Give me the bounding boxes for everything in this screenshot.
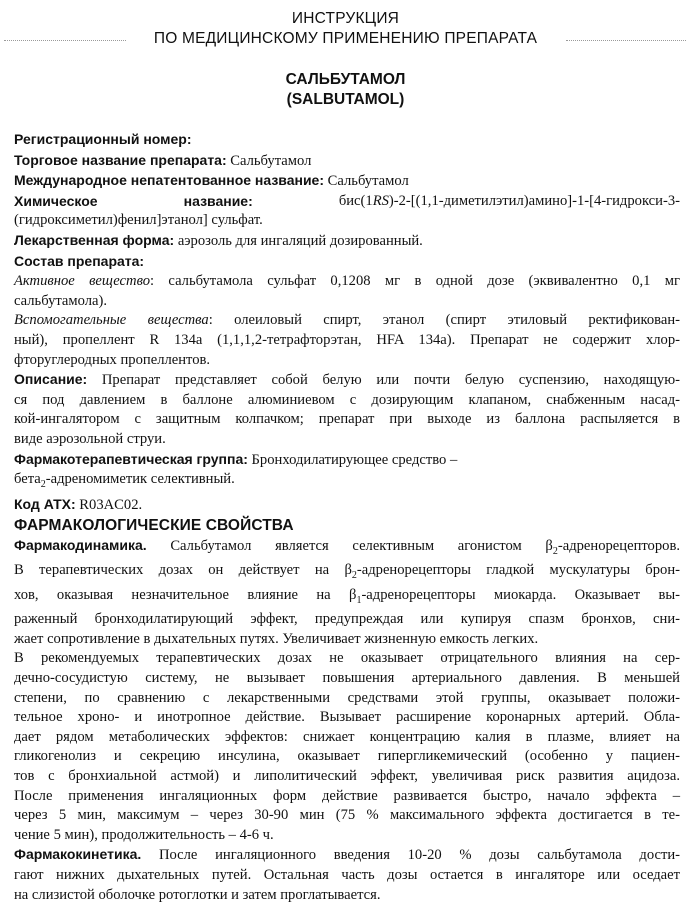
p3-line3: чение 5 мин), продолжительность – 4-6 ч. — [14, 826, 274, 843]
p2-line3: степени, по сравнению с лекарственными средствами этой группы, оказывает положи- — [14, 689, 680, 706]
dosage-form — [14, 231, 680, 252]
pharm-group-sub: 2 — [40, 479, 46, 490]
p2-line1: В рекомендуемых терапевтических дозах не оказывает отрицательного влияния на сер- — [14, 650, 680, 667]
trade-name-value: Сальбутамол — [226, 152, 312, 169]
pharm-group-beta: бета — [14, 471, 41, 488]
pd-line1-sub: 2 — [552, 545, 558, 557]
registration-label: Регистрационный номер: — [14, 131, 192, 147]
p2-line5: дает рядом метаболических эффектов: снижает концентрацию калия в плазме, влияет на — [14, 728, 680, 745]
chemical-name-cont: (гидроксиметил)фенил]этанол] сульфат. — [14, 212, 263, 229]
pharm-group-value: Бронходилатирующее средство – — [247, 451, 458, 468]
pd-line5: жает сопротивление в дыхательных путях. Увеличивает жизненную емкость легких. — [14, 630, 539, 647]
drug-title: САЛЬБУТАМОЛ — [285, 71, 406, 88]
pd-line3-a: хов, оказывая незначительное влияние на — [14, 586, 349, 603]
chem-value-part1: бис(1 — [338, 192, 373, 209]
dosage-form-value: аэрозоль для ингаляций дозированный. — [174, 232, 423, 249]
pk-line3: на слизистой оболочке ротоглотки и затем проглатывается. — [14, 886, 381, 903]
inn-value: Сальбутамол — [324, 173, 409, 190]
chemical-name — [14, 192, 680, 212]
description-line2: ся под давлением в баллоне алюминиевом с дозирующим клапаном, снабженным насад- — [14, 391, 680, 408]
pd-line3-beta: β — [349, 586, 357, 603]
auxiliary-substances — [14, 311, 680, 331]
p2-line7: тов с бронхиальной астмой) и липолитический эффект, увеличивая риск развития ацидоза. — [14, 768, 680, 785]
description — [14, 370, 680, 391]
active-substance — [14, 272, 680, 292]
p3-line2: через 5 мин, максимум – через 30-90 мин (75 % максимального эффекта достигается в те- — [14, 807, 680, 824]
inn — [14, 171, 680, 192]
pd-line3-sub: 1 — [356, 594, 362, 606]
registration-number — [14, 130, 680, 151]
inn-label: Международное непатентованное название: — [14, 172, 325, 189]
chem-value-line1 — [339, 192, 680, 212]
pd-line3 — [14, 586, 680, 611]
pd-line2-a: В терапевтических дозах он действует на — [14, 562, 345, 579]
doc-header-line2: ПО МЕДИЦИНСКОМУ ПРИМЕНЕНИЮ ПРЕПАРАТА — [153, 30, 538, 47]
chem-label-2: название: — [183, 192, 253, 209]
active-label: Активное вещество — [14, 273, 151, 290]
pd-line1-b: -адренорецепторов. — [557, 537, 680, 554]
description-line3: кой-ингалятором с защитным колпачком; препарат при выходе из баллона распыляется в — [14, 411, 680, 428]
pharm-group-line2 — [14, 470, 680, 495]
trade-name — [14, 151, 680, 172]
p2-line6: гликогенолиз и секрецию инсулина, оказывает гипергликемический (особенно у пациен- — [14, 748, 680, 765]
dotted-rule-left — [4, 40, 126, 42]
composition — [14, 252, 680, 273]
pharmacodynamics — [14, 536, 680, 562]
active-value: : сальбутамола сульфат 0,1208 мг в одной дозе (эквивалентно 0,1 мг — [150, 273, 680, 290]
pk-line2: гают нижних дыхательных путей. Остальная часть дозы остается в ингаляторе или оседает — [14, 867, 680, 883]
p2-line2: дечно-сосудистую систему, не вызывает повышения артериального давления. В меньшей — [14, 670, 680, 687]
description-line4: виде аэрозольной струи. — [14, 430, 166, 447]
description-value: Препарат представляет собой белую или почти белую суспензию, находящую- — [87, 372, 680, 389]
pharm-group-rest: -адреномиметик селективный. — [45, 471, 235, 488]
doc-header-line1: ИНСТРУКЦИЯ — [291, 10, 400, 27]
section-pharmacological-properties: ФАРМАКОЛОГИЧЕСКИЕ СВОЙСТВА — [14, 517, 294, 535]
atx-label: Код АТХ: — [14, 495, 76, 512]
atx-value: R03AC02. — [75, 496, 143, 513]
pd-line2-b: -адренорецепторы гладкой мускулатуры брон- — [356, 562, 680, 579]
pd-line2-beta: β — [344, 562, 352, 579]
pd-line1-beta: β — [545, 537, 553, 554]
pharmacodynamics-label: Фармакодинамика. — [14, 536, 147, 553]
pharmacokinetics-label: Фармакокинетика. — [14, 846, 142, 863]
p2-line4: тельное хроно- и инотропное действие. Вызывает расширение коронарных артерий. Обла- — [14, 709, 680, 726]
trade-name-label: Торговое название препарата: — [14, 151, 227, 168]
chem-value-part2: )-2-[(1,1-диметилэтил)амино]-1-[4-гидрокси-3- — [388, 192, 680, 209]
chem-value-rs: RS — [372, 192, 389, 209]
aux-value: : олеиловый спирт, этанол (спирт этиловый ректификован- — [208, 312, 681, 329]
dosage-form-label: Лекарственная форма: — [14, 231, 175, 248]
pd-line1-a: Сальбутамол является селективным агонистом — [146, 537, 546, 554]
aux-line3: фторуглеродных пропеллентов. — [14, 351, 211, 368]
composition-label: Состав препарата: — [14, 252, 145, 269]
pk-line1: После ингаляционного введения 10-20 % дозы сальбутамола дости- — [141, 847, 680, 864]
dotted-rule-right — [566, 40, 686, 42]
p3-line1: После применения ингаляционных форм действие развивается быстро, начало эффекта – — [14, 787, 680, 804]
drug-title-latin: (SALBUTAMOL) — [286, 91, 405, 108]
pd-line4: раженный бронходилатирующий эффект, предупреждая или купируя спазм бронхов, сни- — [14, 611, 680, 628]
pharm-group — [14, 450, 680, 471]
document-body — [14, 130, 680, 905]
active-substance-cont: сальбутамола). — [14, 292, 108, 309]
atx-code — [14, 495, 680, 516]
description-label: Описание: — [14, 371, 88, 388]
aux-line2: ный), пропеллент R 134a (1,1,1,2-тетрафторэтан, HFA 134a). Препарат не содержит хлор- — [14, 331, 680, 348]
pharm-group-label: Фармакотерапевтическая группа: — [14, 450, 248, 467]
pharmacokinetics — [14, 845, 680, 866]
aux-label: Вспомогательные вещества — [14, 312, 209, 329]
pd-line2-sub: 2 — [351, 570, 357, 582]
pd-line2 — [14, 561, 680, 586]
pd-line3-b: -адренорецепторы миокарда. Оказывает вы- — [361, 586, 680, 603]
chem-label-1: Химическое — [14, 192, 98, 209]
